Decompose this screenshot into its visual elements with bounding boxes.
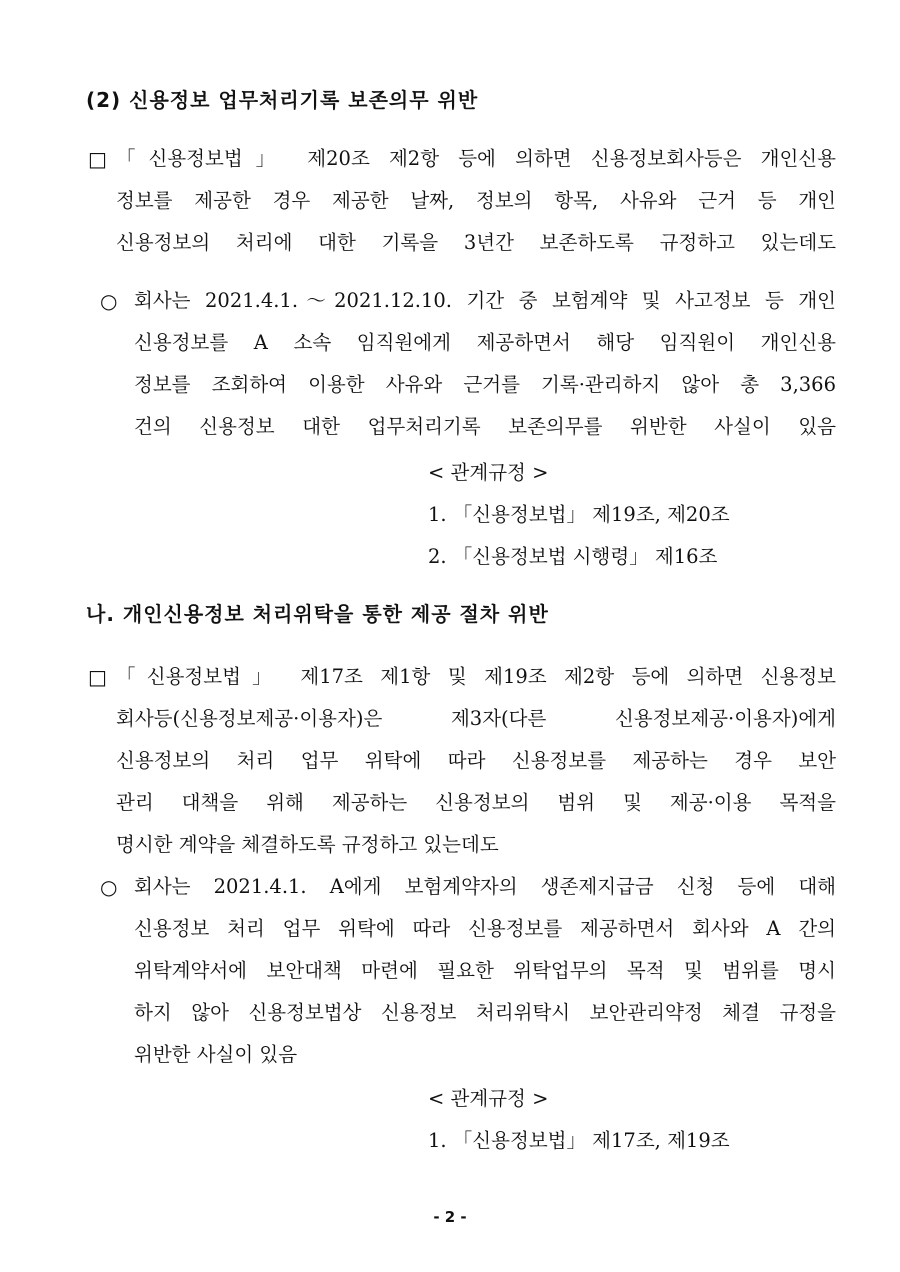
paragraph-line: 「신용정보법」 제17조 제1항 및 제19조 제2항 등에 의하면 신용정보 bbox=[116, 665, 836, 688]
regulation-ref: 2. 「신용정보법 시행령」 제16조 bbox=[428, 545, 718, 568]
paragraph-line: 신용정보 처리 업무 위탁에 따라 신용정보를 제공하면서 회사와 A 간의 bbox=[134, 917, 836, 940]
section-heading-outsourcing: 나. 개인신용정보 처리위탁을 통한 제공 절차 위반 bbox=[86, 602, 549, 626]
paragraph-line: 건의 신용정보 대한 업무처리기록 보존의무를 위반한 사실이 있음 bbox=[134, 415, 836, 438]
violation-paragraph bbox=[134, 280, 836, 448]
regulation-ref: 1. 「신용정보법」 제19조, 제20조 bbox=[428, 503, 730, 526]
circle-bullet-marker: ○ bbox=[100, 875, 118, 899]
paragraph-line: 신용정보의 처리 업무 위탁에 따라 신용정보를 제공하는 경우 보안 bbox=[116, 749, 836, 772]
page-number: - 2 - bbox=[433, 1208, 467, 1226]
paragraph-line: 정보를 제공한 경우 제공한 날짜, 정보의 항목, 사유와 근거 등 개인 bbox=[116, 189, 836, 212]
circle-bullet-marker: ○ bbox=[100, 289, 118, 313]
paragraph-line: 「신용정보법」 제20조 제2항 등에 의하면 신용정보회사등은 개인신용 bbox=[116, 147, 836, 170]
paragraph-line: 위반한 사실이 있음 bbox=[134, 1043, 298, 1066]
paragraph-line: 하지 않아 신용정보법상 신용정보 처리위탁시 보안관리약정 체결 규정을 bbox=[134, 1001, 836, 1024]
section-heading-record-retention: (2) 신용정보 업무처리기록 보존의무 위반 bbox=[86, 88, 479, 112]
paragraph-line: 위탁계약서에 보안대책 마련에 필요한 위탁업무의 목적 및 범위를 명시 bbox=[134, 959, 836, 982]
paragraph-line: 관리 대책을 위해 제공하는 신용정보의 범위 및 제공·이용 목적을 bbox=[116, 791, 836, 814]
paragraph-line: 회사등(신용정보제공·이용자)은 제3자(다른 신용정보제공·이용자)에게 bbox=[116, 707, 836, 730]
regulations-title: < 관계규정 > bbox=[428, 1087, 549, 1110]
related-regulations bbox=[428, 452, 730, 578]
regulations-title: < 관계규정 > bbox=[428, 461, 549, 484]
related-regulations bbox=[428, 1078, 730, 1162]
paragraph-line: 신용정보를 A 소속 임직원에게 제공하면서 해당 임직원이 개인신용 bbox=[134, 331, 836, 354]
violation-paragraph bbox=[134, 866, 836, 1076]
paragraph-line: 회사는 2021.4.1. A에게 보험계약자의 생존제지급금 신청 등에 대해 bbox=[134, 875, 836, 898]
paragraph-line: 명시한 계약을 체결하도록 규정하고 있는데도 bbox=[116, 833, 499, 856]
regulation-paragraph bbox=[116, 656, 836, 866]
checkbox-square-marker: □ bbox=[88, 147, 107, 171]
paragraph-line: 회사는 2021.4.1.～2021.12.10. 기간 중 보험계약 및 사고정보 등 개인 bbox=[134, 289, 836, 312]
paragraph-line: 정보를 조회하여 이용한 사유와 근거를 기록·관리하지 않아 총 3,366 bbox=[134, 373, 836, 396]
regulation-paragraph bbox=[116, 138, 836, 264]
regulation-ref: 1. 「신용정보법」 제17조, 제19조 bbox=[428, 1129, 730, 1152]
paragraph-line: 신용정보의 처리에 대한 기록을 3년간 보존하도록 규정하고 있는데도 bbox=[116, 231, 836, 254]
checkbox-square-marker: □ bbox=[88, 665, 107, 689]
